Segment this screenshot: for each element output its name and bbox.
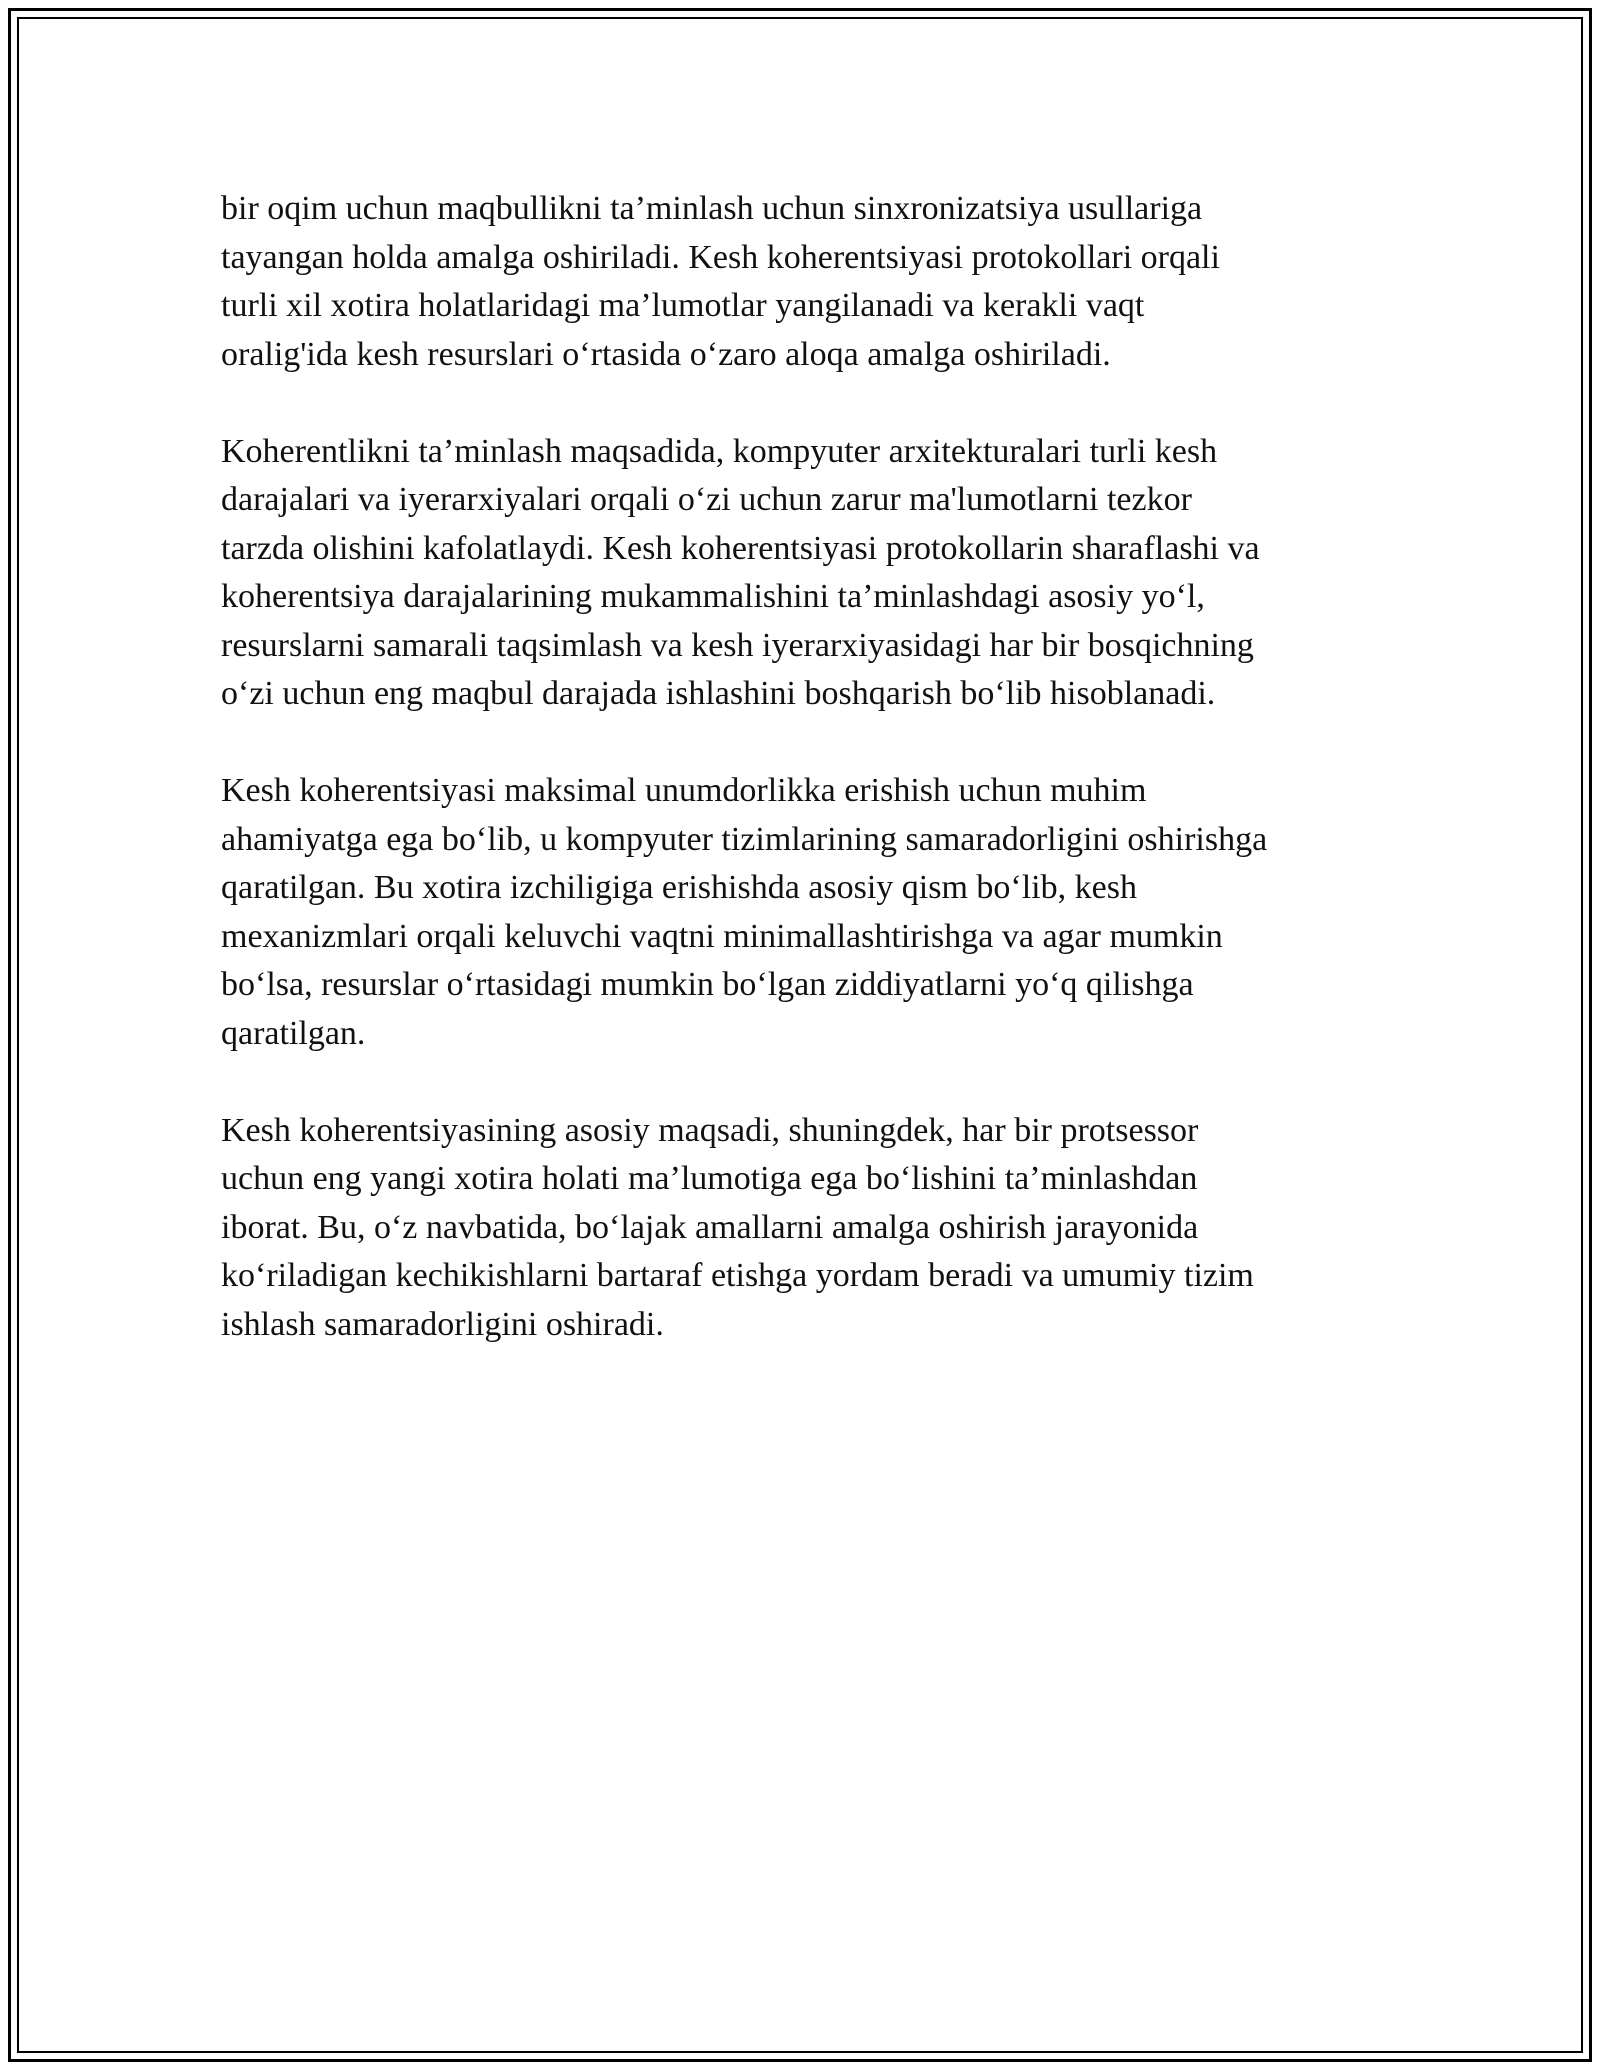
paragraph-4: Kesh koherentsiyasining asosiy maqsadi, shuningdek, har bir protsessor uchun eng yangi xotira holati ma’lumotiga ega bo‘lishini ta’minlashdan iborat. Bu, o‘z navbatida, bo‘lajak amallarni amalga oshirish jarayonida ko‘riladigan kechikishlarni bartaraf etishga yordam beradi va umumiy tizim ishlash samaradorligini oshiradi.: [221, 1111, 1254, 1343]
paragraph-2: Koherentlikni ta’minlash maqsadida, kompyuter arxitekturalari turli kesh darajalari va iyerarxiyalari orqali o‘zi uchun zarur ma'lumotlarni tezkor tarzda olishini kafolatlaydi. Kesh koherentsiyasi protokollarin sharaflashi va koherentsiya darajalarining mukammalishini ta’minlashdagi asosiy yo‘l, resurslarni samarali taqsimlash va kesh iyerarxiyasidagi har bir bosqichning o‘zi uchun eng maqbul darajada ishlashini boshqarish bo‘lib hisoblanadi.: [221, 432, 1260, 712]
document-body: [221, 185, 1371, 1398]
paragraph-1: bir oqim uchun maqbullikni ta’minlash uchun sinxronizatsiya usullariga tayangan holda amalga oshiriladi. Kesh koherentsiyasi protokollari orqali turli xil xotira holatlaridagi ma’lumotlar yangilanadi va kerakli vaqt oralig'ida kesh resurslari o‘rtasida o‘zaro aloqa amalga oshiriladi.: [221, 190, 1220, 373]
paragraph-3: Kesh koherentsiyasi maksimal unumdorlikka erishish uchun muhim ahamiyatga ega bo‘lib, u kompyuter tizimlarining samaradorligini oshirishga qaratilgan. Bu xotira izchiligiga erishishda asosiy qism bo‘lib, kesh mexanizmlari orqali keluvchi vaqtni minimallashtirishga va agar mumkin bo‘lsa, resurslar o‘rtasidagi mumkin bo‘lgan ziddiyatlarni yo‘q qilishga qaratilgan.: [221, 772, 1268, 1052]
